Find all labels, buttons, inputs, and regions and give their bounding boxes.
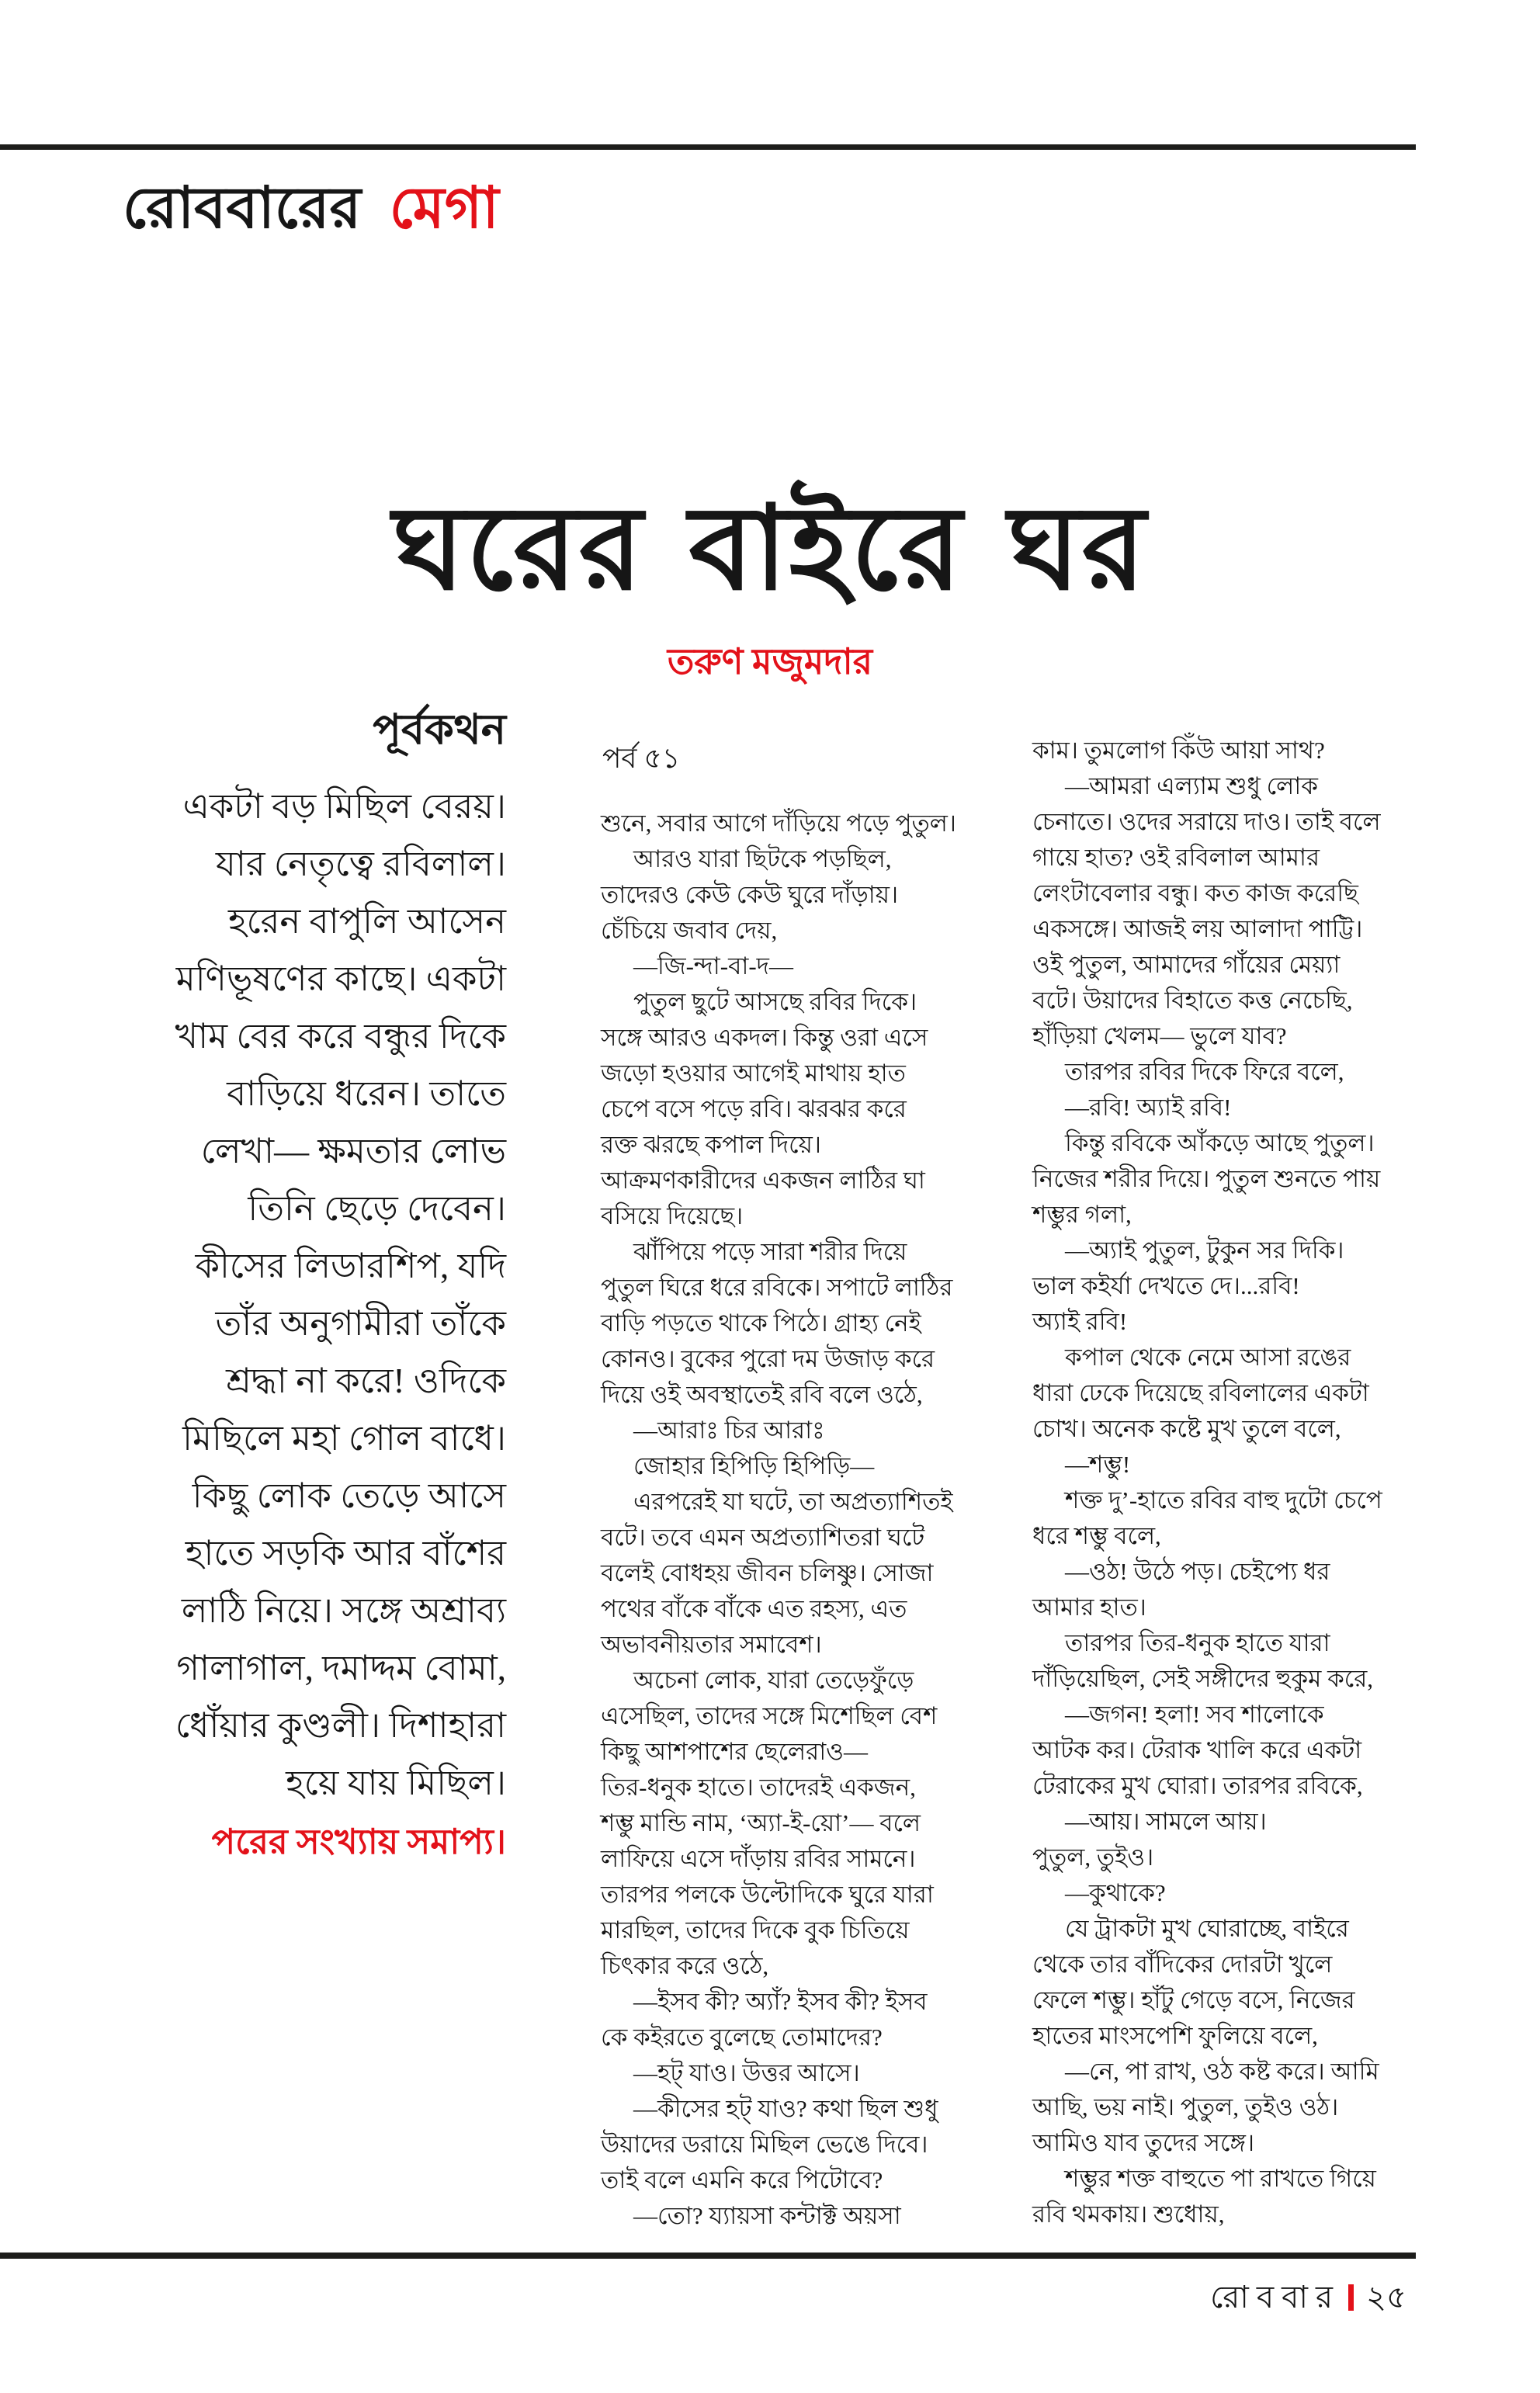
text-line: শম্ভু মান্ডি নাম, ‘অ্যা-ই-য়ো’— বলে bbox=[601, 1809, 921, 1836]
text-line: জড়ো হওয়ার আগেই মাথায় হাত bbox=[601, 1060, 906, 1087]
text-line: পুতুল ঘিরে ধরে রবিকে। সপাটে লাঠির bbox=[601, 1274, 953, 1301]
masthead bbox=[123, 165, 499, 260]
footer-page-number: ২৫ bbox=[1366, 2280, 1406, 2315]
text-line: বাড়ি পড়তে থাকে পিঠে। গ্রাহ্য নেই bbox=[601, 1309, 921, 1337]
text-line: কোনও। বুকের পুরো দম উজাড় করে bbox=[601, 1345, 935, 1372]
text-line: আমিও যাব তুদের সঙ্গে। bbox=[1032, 2129, 1255, 2156]
story-column-1 bbox=[601, 806, 1020, 2234]
text-line: যে ট্রাকটা মুখ ঘোরাচ্ছে, বাইরে bbox=[1065, 1915, 1349, 1942]
text-line: আক্রমণকারীদের একজন লাঠির ঘা bbox=[601, 1167, 925, 1194]
text-line: ধোঁয়ার কুণ্ডলী। দিশাহারা bbox=[175, 1706, 506, 1745]
text-line: তারপর তির-ধনুক হাতে যারা bbox=[1065, 1629, 1330, 1656]
text-line: —অ্যাই পুতুল, টুকুন সর দিকি। bbox=[1065, 1236, 1344, 1264]
text-line: —আরাঃ চির আরাঃ bbox=[633, 1417, 825, 1444]
text-line: অভাবনীয়তার সমাবেশ। bbox=[601, 1631, 822, 1658]
text-line: মণিভূষণের কাছে। একটা bbox=[175, 959, 506, 998]
text-line: —জি-ন্দা-বা-দ— bbox=[633, 952, 793, 980]
text-line: একসঙ্গে। আজই লয় আলাদা পাট্টি। bbox=[1032, 915, 1363, 942]
text-line: শম্ভুর শক্ত বাহুতে পা রাখতে গিয়ে bbox=[1065, 2165, 1376, 2192]
text-line: সঙ্গে আরও একদল। কিন্তু ওরা এসে bbox=[601, 1024, 928, 1051]
footer-magazine-name: রোববার bbox=[1210, 2280, 1341, 2315]
text-line: হাতে সড়কি আর বাঁশের bbox=[185, 1534, 506, 1573]
text-line: —ইসব কী? অ্যাঁ? ইসব কী? ইসব bbox=[633, 1988, 928, 2015]
text-line: ধারা ঢেকে দিয়েছে রবিলালের একটা bbox=[1032, 1379, 1369, 1406]
precis-text bbox=[31, 778, 506, 1812]
text-line: গায়ে হাত? ওই রবিলাল আমার bbox=[1032, 844, 1320, 871]
footer-divider bbox=[1348, 2284, 1354, 2311]
text-line: গালাগাল, দমাদ্দম বোমা, bbox=[176, 1649, 506, 1687]
text-line: ধরে শম্ভু বলে, bbox=[1032, 1522, 1161, 1549]
text-line: দাঁড়িয়েছিল, সেই সঙ্গীদের হুকুম করে, bbox=[1032, 1665, 1374, 1692]
text-line: বাড়িয়ে ধরেন। তাতে bbox=[227, 1074, 506, 1113]
text-line: ফেলে শম্ভু। হাঁটু গেড়ে বসে, নিজের bbox=[1032, 1986, 1355, 2013]
text-line: কিন্তু রবিকে আঁকড়ে আছে পুতুল। bbox=[1065, 1129, 1375, 1157]
text-line: লাফিয়ে এসে দাঁড়ায় রবির সামনে। bbox=[601, 1845, 916, 1872]
text-line: যার নেতৃত্বে রবিলাল। bbox=[215, 844, 506, 883]
text-line: তাই বলে এমনি করে পিটোবে? bbox=[601, 2166, 883, 2194]
text-line: কীসের লিডারশিপ, যদি bbox=[195, 1247, 506, 1285]
text-line: ভাল কইর্যা দেখতে দে।...রবি! bbox=[1032, 1272, 1300, 1299]
text-line: শম্ভুর গলা, bbox=[1032, 1201, 1132, 1228]
text-line: লাঠি নিয়ে। সঙ্গে অশ্রাব্য bbox=[181, 1591, 506, 1630]
text-line: —তো? য্যায়সা কন্টাক্ট অয়সা bbox=[633, 2202, 901, 2229]
text-line: —নে, পা রাখ, ওঠ কষ্ট করে। আমি bbox=[1065, 2058, 1379, 2085]
text-line: হরেন বাপুলি আসেন bbox=[227, 902, 506, 941]
text-line: তাদেরও কেউ কেউ ঘুরে দাঁড়ায়। bbox=[601, 881, 899, 908]
text-line: চেনাতে। ওদের সরায়ে দাও। তাই বলে bbox=[1032, 808, 1381, 835]
text-line: কে কইরতে বুলেছে তোমাদের? bbox=[601, 2024, 883, 2051]
article-author: তরুণ মজুমদার bbox=[667, 642, 873, 681]
text-line: ওই পুতুল, আমাদের গাঁয়ের মেয়্যা bbox=[1032, 951, 1341, 978]
story-column-2 bbox=[1032, 733, 1452, 2232]
text-line: তারপর পলকে উল্টোদিকে ঘুরে যারা bbox=[601, 1881, 934, 1908]
text-line: এসেছিল, তাদের সঙ্গে মিশেছিল বেশ bbox=[601, 1702, 938, 1729]
page-footer bbox=[1210, 2273, 1406, 2325]
text-line: লেখা— ক্ষমতার লোভ bbox=[200, 1132, 506, 1170]
text-line: তির-ধনুক হাতে। তাদেরই একজন, bbox=[601, 1774, 916, 1801]
text-line: —আমরা এল্যাম শুধু লোক bbox=[1065, 772, 1318, 799]
text-line: আছি, ভয় নাই। পুতুল, তুইও ওঠ। bbox=[1032, 2093, 1339, 2121]
text-line: খাম বের করে বন্ধুর দিকে bbox=[175, 1017, 506, 1056]
text-line: —জগন! হলা! সব শালোকে bbox=[1065, 1701, 1324, 1728]
text-line: উয়াদের ডরায়ে মিছিল ভেঙে দিবে। bbox=[601, 2131, 928, 2158]
text-line: কিছু আশপাশের ছেলেরাও— bbox=[601, 1738, 869, 1765]
precis-closing-note: পরের সংখ্যায় সমাপ্য। bbox=[211, 1822, 506, 1861]
text-line: কিছু লোক তেড়ে আসে bbox=[192, 1476, 506, 1515]
top-rule bbox=[0, 144, 1416, 150]
text-line: চেপে বসে পড়ে রবি। ঝরঝর করে bbox=[601, 1095, 907, 1122]
precis-heading: পূর্বকথন bbox=[373, 706, 506, 753]
text-line: —আয়। সামলে আয়। bbox=[1065, 1808, 1267, 1835]
text-line: নিজের শরীর দিয়ে। পুতুল শুনতে পায় bbox=[1032, 1165, 1381, 1192]
article-title: ঘরের বাইরে ঘর bbox=[393, 485, 1147, 614]
text-line: বটে। তবে এমন অপ্রত্যাশিতরা ঘটে bbox=[601, 1524, 925, 1551]
text-line: অ্যাই রবি! bbox=[1032, 1308, 1128, 1335]
text-line: —রবি! অ্যাই রবি! bbox=[1065, 1094, 1232, 1121]
text-line: হাঁড়িয়া খেলম— ভুলে যাব? bbox=[1032, 1022, 1287, 1049]
episode-label: পর্ব ৫১ bbox=[602, 743, 681, 774]
text-line: তারপর রবির দিকে ফিরে বলে, bbox=[1065, 1058, 1344, 1085]
text-line: ঝাঁপিয়ে পড়ে সারা শরীর দিয়ে bbox=[633, 1238, 907, 1265]
text-line: শ্রদ্ধা না করে! ওদিকে bbox=[226, 1361, 506, 1400]
text-line: আমার হাত। bbox=[1032, 1594, 1146, 1621]
text-line: শুনে, সবার আগে দাঁড়িয়ে পড়ে পুতুল। bbox=[601, 810, 956, 837]
text-line: পুতুল, তুইও। bbox=[1032, 1843, 1154, 1871]
text-line: লেংটাবেলার বন্ধু। কত কাজ করেছি bbox=[1032, 879, 1358, 907]
text-line: হয়ে যায় মিছিল। bbox=[286, 1764, 506, 1802]
text-line: জোহার হিপিড়ি হিপিড়ি— bbox=[633, 1452, 875, 1479]
text-line: কাম। তুমলোগ কিঁউ আয়া সাথ? bbox=[1032, 737, 1325, 764]
text-line: কপাল থেকে নেমে আসা রঙের bbox=[1065, 1344, 1351, 1371]
text-line: রক্ত ঝরছে কপাল দিয়ে। bbox=[601, 1131, 821, 1158]
text-line: চেঁচিয়ে জবাব দেয়, bbox=[601, 917, 778, 944]
text-line: আরও যারা ছিটকে পড়ছিল, bbox=[633, 845, 892, 872]
text-line: বলেই বোধহয় জীবন চলিষ্ণু। সোজা bbox=[601, 1559, 934, 1587]
footer-rule bbox=[0, 2253, 1416, 2259]
text-line: বসিয়ে দিয়েছে। bbox=[601, 1202, 744, 1229]
text-line: হাতের মাংসপেশি ফুলিয়ে বলে, bbox=[1032, 2022, 1318, 2049]
text-line: —শম্ভু! bbox=[1065, 1451, 1131, 1478]
text-line: —ওঠ! উঠে পড়। চেইপ্যে ধর bbox=[1065, 1558, 1330, 1585]
text-line: বটে। উয়াদের বিহাতে কত্ত নেচেছি, bbox=[1032, 987, 1353, 1014]
text-line: থেকে তার বাঁদিকের দোরটা খুলে bbox=[1032, 1951, 1333, 1978]
text-line: পুতুল ছুটে আসছে রবির দিকে। bbox=[633, 988, 917, 1015]
text-line: —কুথাকে? bbox=[1065, 1879, 1166, 1906]
masthead-brand: মেগা bbox=[389, 177, 499, 241]
text-line: মিছিলে মহা গোল বাধে। bbox=[182, 1419, 506, 1458]
text-line: অচেনা লোক, যারা তেড়েফুঁড়ে bbox=[633, 1666, 914, 1694]
text-line: চোখ। অনেক কষ্টে মুখ তুলে বলে, bbox=[1032, 1415, 1341, 1442]
text-line: রবি থমকায়। শুধোয়, bbox=[1032, 2201, 1225, 2228]
text-line: এরপরেই যা ঘটে, তা অপ্রত্যাশিতই bbox=[633, 1488, 953, 1515]
text-line: শক্ত দু’-হাতে রবির বাহু দুটো চেপে bbox=[1065, 1486, 1382, 1514]
text-line: একটা বড় মিছিল বেরয়। bbox=[182, 787, 506, 826]
text-line: তিনি ছেড়ে দেবেন। bbox=[248, 1189, 506, 1228]
text-line: তাঁর অনুগামীরা তাঁকে bbox=[215, 1304, 506, 1343]
text-line: চিৎকার করে ওঠে, bbox=[601, 1952, 769, 1979]
text-line: —কীসের হট্ যাও? কথা ছিল শুধু bbox=[633, 2095, 938, 2122]
masthead-section-name: রোববারের bbox=[123, 177, 362, 241]
text-line: টেরাকের মুখ ঘোরা। তারপর রবিকে, bbox=[1032, 1772, 1363, 1799]
text-line: পথের বাঁকে বাঁকে এত রহস্য, এত bbox=[601, 1595, 907, 1622]
text-line: —হট্ যাও। উত্তর আসে। bbox=[633, 2059, 860, 2086]
text-line: দিয়ে ওই অবস্থাতেই রবি বলে ওঠে, bbox=[601, 1381, 923, 1408]
text-line: আটক কর। টেরাক খালি করে একটা bbox=[1032, 1736, 1362, 1764]
text-line: মারছিল, তাদের দিকে বুক চিতিয়ে bbox=[601, 1916, 910, 1944]
